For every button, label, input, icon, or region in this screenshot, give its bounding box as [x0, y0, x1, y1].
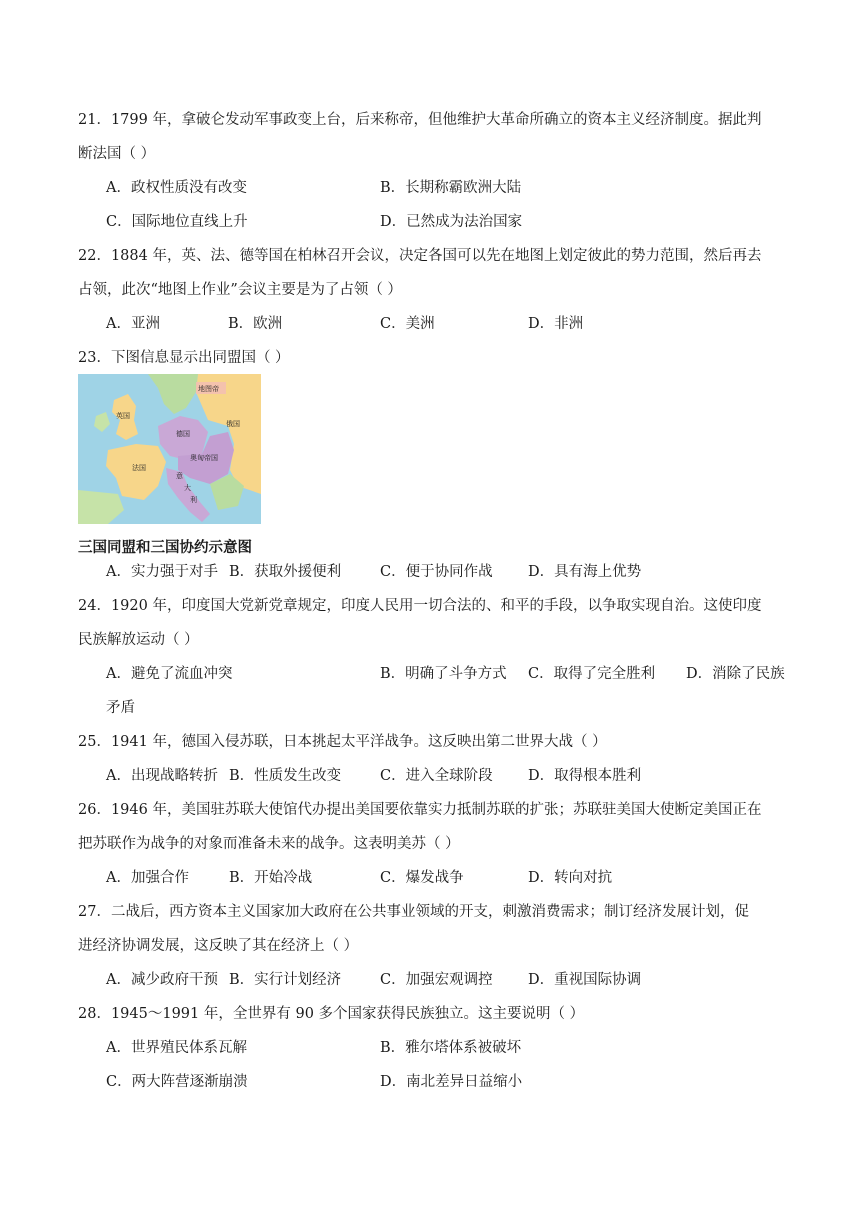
q28-option-b[interactable]: B．雅尔塔体系被破坏 [380, 1040, 522, 1056]
q28-option-a[interactable]: A．世界殖民体系瓦解 [106, 1040, 247, 1056]
question-23-text: 23．下图信息显示出同盟国（ ） [78, 350, 290, 366]
map-caption: 三国同盟和三国协约示意图 [78, 540, 252, 556]
map-label-france: 法国 [132, 464, 146, 472]
question-25-text: 25．1941 年，德国入侵苏联，日本挑起太平洋战争。这反映出第二世界大战（ ） [78, 734, 607, 750]
q26-option-a[interactable]: A．加强合作 [106, 870, 189, 886]
q24-option-c[interactable]: C．取得了完全胜利 [528, 666, 656, 682]
q26-option-d[interactable]: D．转向对抗 [528, 870, 613, 886]
question-22-text-cont: 占领，此次“地图上作业”会议主要是为了占领（ ） [78, 282, 402, 298]
question-27-text-cont: 进经济协调发展，这反映了其在经济上（ ） [78, 938, 359, 954]
q21-option-c[interactable]: C．国际地位直线上升 [106, 214, 248, 230]
q25-option-a[interactable]: A．出现战略转折 [106, 768, 218, 784]
question-26-text-cont: 把苏联作为战争的对象而准备未来的战争。这表明美苏（ ） [78, 836, 460, 852]
question-22-text: 22．1884 年，英、法、德等国在柏林召开会议，决定各国可以先在地图上划定彼此的势力范围，然后再去 [78, 248, 762, 264]
q21-option-b[interactable]: B．长期称霸欧洲大陆 [380, 180, 522, 196]
q25-option-c[interactable]: C．进入全球阶段 [380, 768, 493, 784]
q27-option-b[interactable]: B．实行计划经济 [229, 972, 342, 988]
q24-option-d[interactable]: D．消除了民族 [686, 666, 785, 682]
q22-option-c[interactable]: C．美洲 [380, 316, 435, 332]
q28-option-c[interactable]: C．两大阵营逐渐崩溃 [106, 1074, 248, 1090]
q21-option-a[interactable]: A．政权性质没有改变 [106, 180, 247, 196]
map-label-italy-3: 利 [190, 496, 197, 504]
q26-option-b[interactable]: B．开始冷战 [229, 870, 313, 886]
q24-option-a[interactable]: A．避免了流血冲突 [106, 666, 233, 682]
map-label-russia: 俄国 [226, 420, 240, 428]
question-24-text-cont: 民族解放运动（ ） [78, 632, 199, 648]
question-27-text: 27．二战后，西方资本主义国家加大政府在公共事业领域的开支，刺激消费需求；制订经济发展计划，促 [78, 904, 749, 920]
question-24-text: 24．1920 年，印度国大党新党章规定，印度人民用一切合法的、和平的手段，以争取实现自治。这使印度 [78, 598, 762, 614]
map-label-top-right: 地图帝 [198, 385, 219, 393]
q23-option-a[interactable]: A．实力强于对手 [106, 564, 218, 580]
question-26-text: 26．1946 年，美国驻苏联大使馆代办提出美国要依靠实力抵制苏联的扩张；苏联驻美国大使断定美国正在 [78, 802, 762, 818]
q22-option-a[interactable]: A．亚洲 [106, 316, 160, 332]
map-label-italy-2: 大 [184, 484, 191, 492]
q27-option-c[interactable]: C．加强宏观调控 [380, 972, 493, 988]
question-28-text: 28．1945～1991 年，全世界有 90 多个国家获得民族独立。这主要说明（ ） [78, 1006, 585, 1022]
q28-option-d[interactable]: D．南北差异日益缩小 [380, 1074, 523, 1090]
map-label-austria-hungary: 奥匈帝国 [190, 454, 218, 462]
map-label-germany: 德国 [176, 430, 190, 438]
question-21-text-cont: 断法国（ ） [78, 146, 156, 162]
q26-option-c[interactable]: C．爆发战争 [380, 870, 464, 886]
map-label-italy-1: 意 [176, 472, 183, 480]
q22-option-d[interactable]: D．非洲 [528, 316, 584, 332]
q23-option-c[interactable]: C．便于协同作战 [380, 564, 493, 580]
q22-option-b[interactable]: B．欧洲 [228, 316, 283, 332]
q23-option-d[interactable]: D．具有海上优势 [528, 564, 642, 580]
q27-option-d[interactable]: D．重视国际协调 [528, 972, 642, 988]
q24-option-b[interactable]: B．明确了斗争方式 [380, 666, 507, 682]
q25-option-b[interactable]: B．性质发生改变 [229, 768, 342, 784]
q21-option-d[interactable]: D．已然成为法治国家 [380, 214, 523, 230]
map-label-britain: 英国 [116, 412, 130, 420]
alliance-map-image [78, 374, 261, 524]
q24-option-d-wrap: 矛盾 [106, 700, 135, 716]
q27-option-a[interactable]: A．减少政府干预 [106, 972, 218, 988]
question-21-text: 21．1799 年，拿破仑发动军事政变上台，后来称帝，但他维护大革命所确立的资本主义经济制度。据此判 [78, 112, 762, 128]
q23-option-b[interactable]: B．获取外援便利 [229, 564, 342, 580]
q25-option-d[interactable]: D．取得根本胜利 [528, 768, 642, 784]
